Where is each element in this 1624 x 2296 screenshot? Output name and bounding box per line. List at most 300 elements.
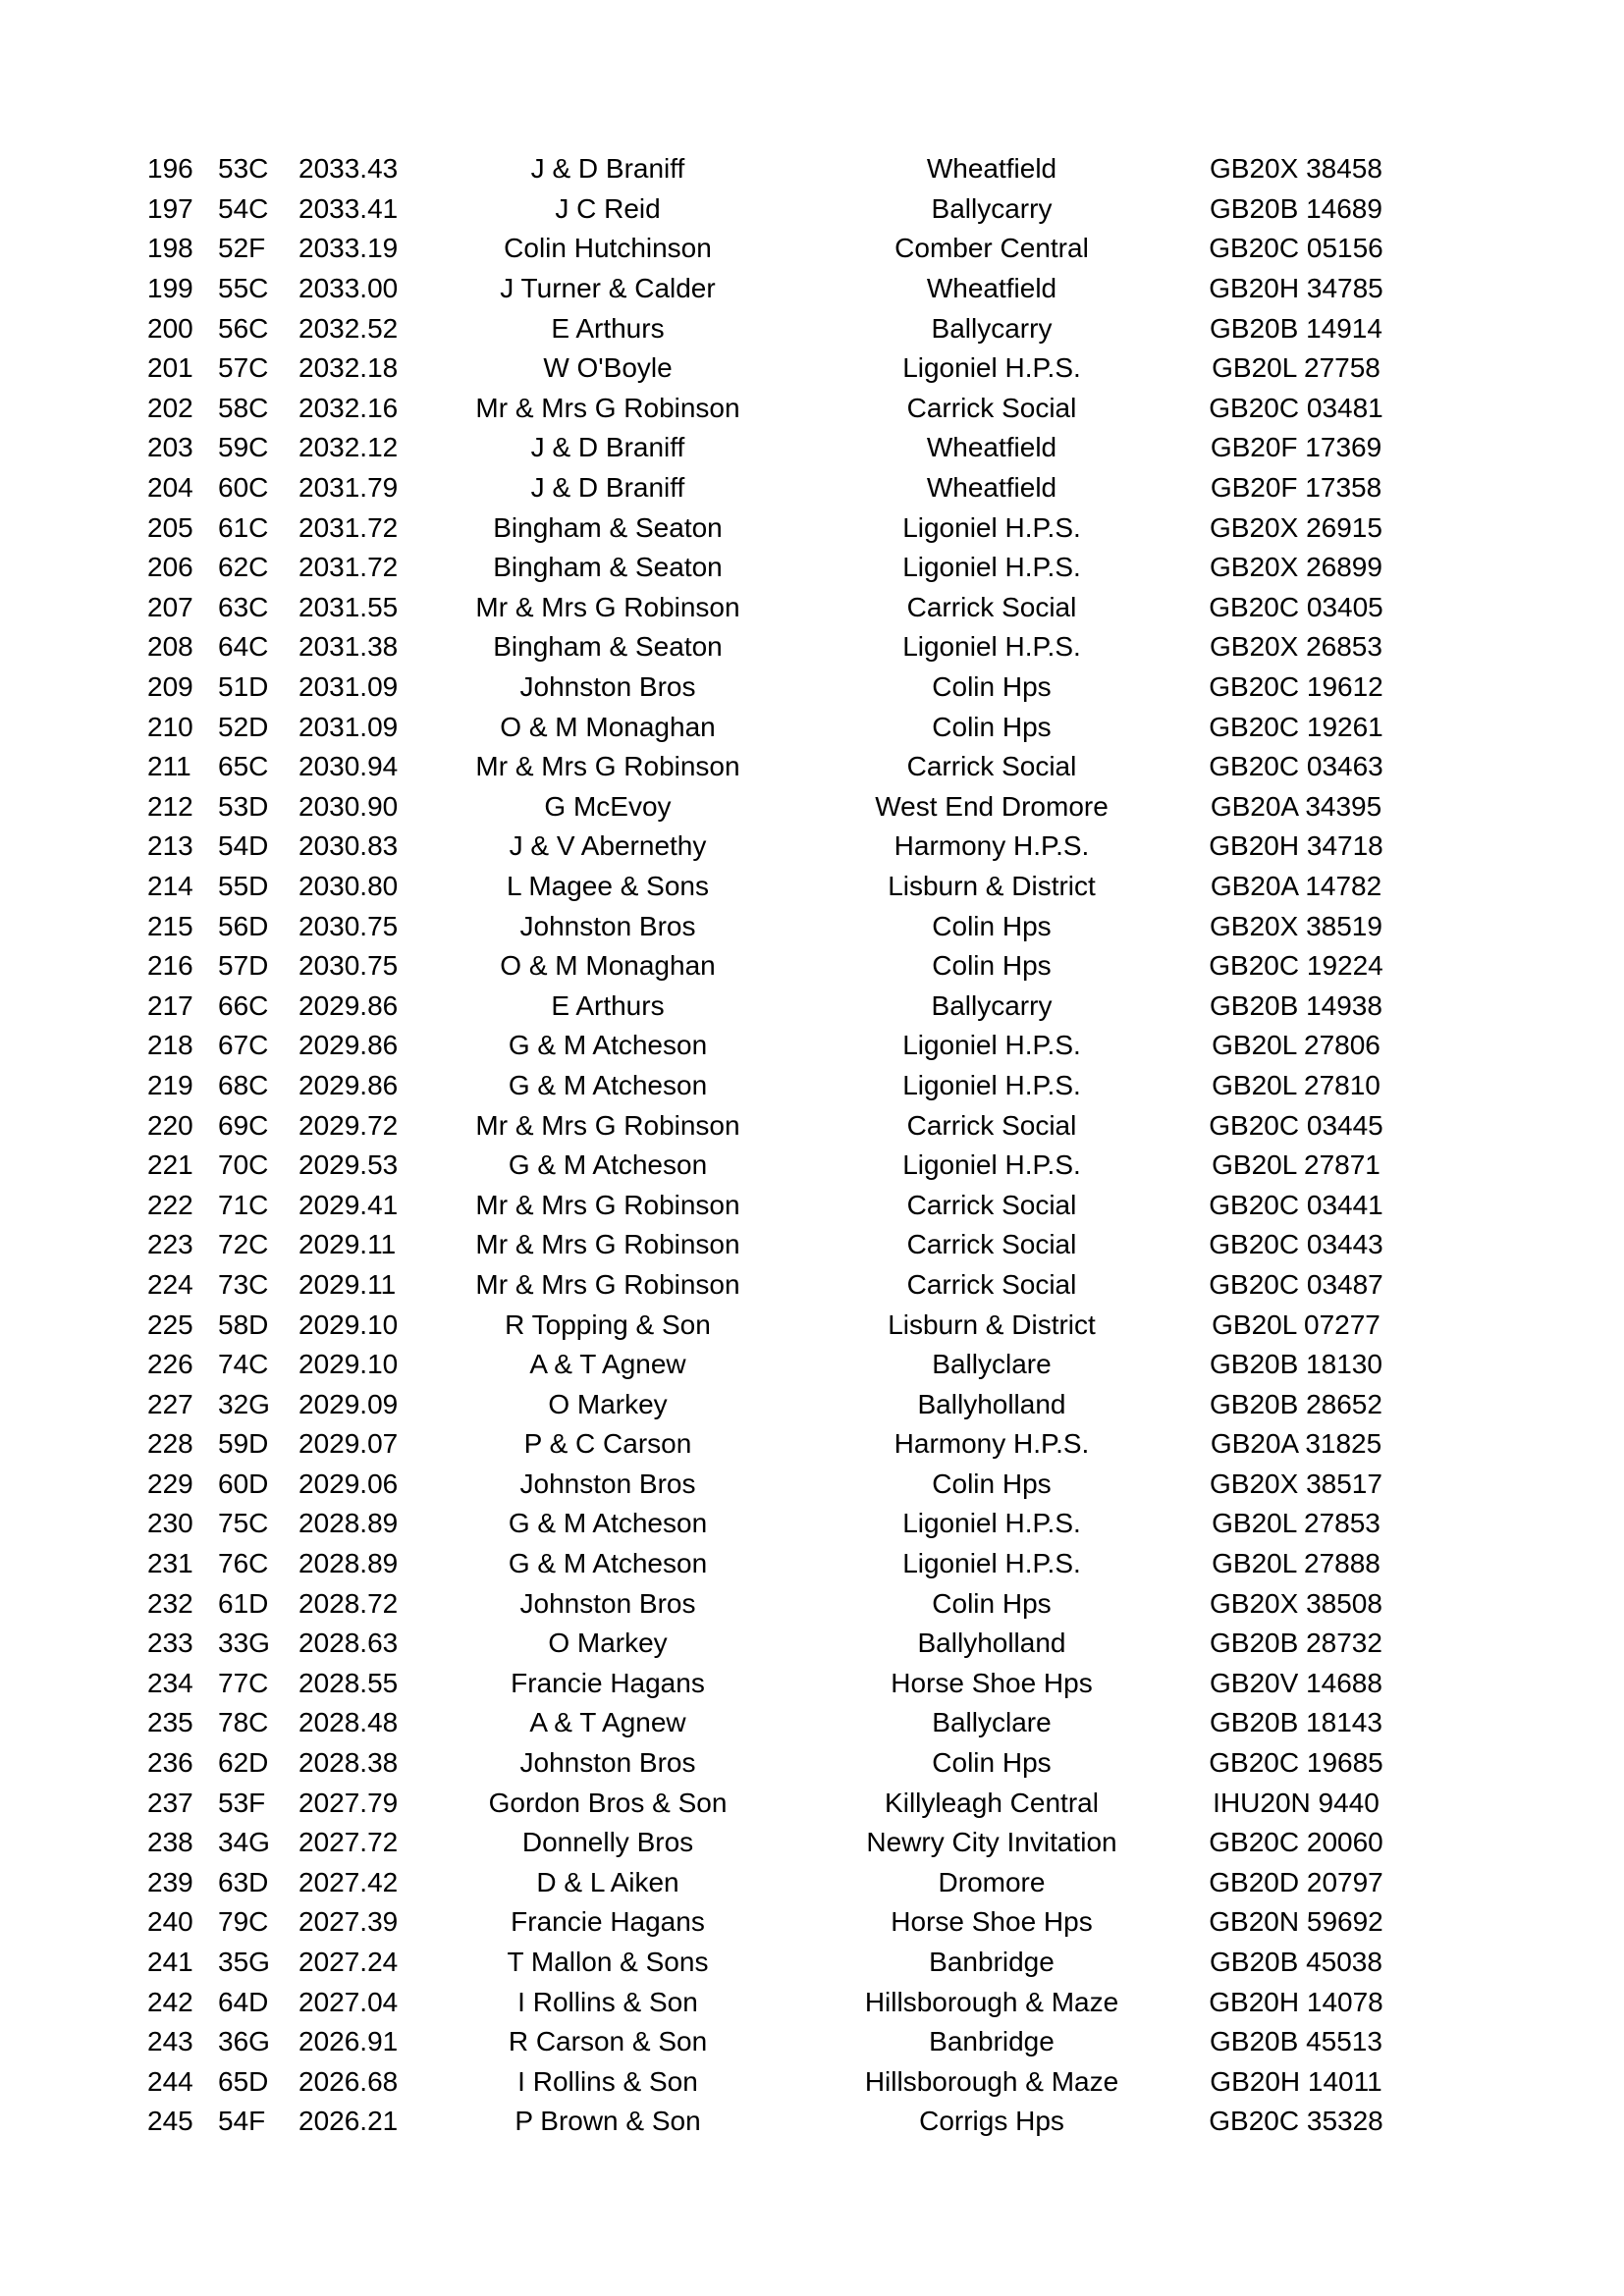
cell-score: 2033.43 [298, 153, 399, 185]
cell-code: 54C [218, 192, 269, 224]
cell-name: G & M Atcheson [508, 1149, 708, 1181]
cell-code: 73C [218, 1268, 269, 1300]
cell-score: 2029.11 [298, 1268, 397, 1300]
cell-code: 35G [218, 1947, 270, 1978]
cell-score: 2028.55 [298, 1667, 399, 1698]
cell-code: 71C [218, 1189, 269, 1220]
table-row [147, 707, 1384, 747]
cell-name: T Mallon & Sons [507, 1947, 709, 1978]
table-row [147, 627, 1384, 667]
cell-score: 2029.86 [298, 1030, 399, 1061]
cell-code: 57C [218, 352, 269, 384]
cell-ring: GB20X 38519 [1210, 910, 1382, 941]
cell-code: 34G [218, 1827, 270, 1858]
cell-position: 218 [147, 1030, 193, 1061]
cell-ring: GB20X 38458 [1210, 153, 1382, 185]
cell-name: Donnelly Bros [521, 1827, 694, 1858]
results-body [147, 149, 1384, 2142]
cell-club: Ballyclare [932, 1707, 1052, 1738]
cell-code: 58D [218, 1308, 269, 1340]
cell-position: 223 [147, 1229, 193, 1260]
cell-ring: GB20C 19224 [1209, 950, 1383, 982]
cell-position: 204 [147, 472, 193, 504]
cell-score: 2029.09 [298, 1388, 399, 1419]
cell-code: 63C [218, 591, 269, 622]
cell-ring: GB20B 45513 [1210, 2026, 1382, 2057]
cell-name: J & D Braniff [530, 472, 685, 504]
cell-position: 202 [147, 392, 193, 423]
cell-code: 62C [218, 552, 269, 583]
cell-code: 62D [218, 1747, 269, 1779]
cell-ring: GB20L 27810 [1212, 1069, 1380, 1100]
cell-name: P Brown & Son [514, 2106, 701, 2137]
cell-name: O & M Monaghan [500, 950, 716, 982]
cell-club: Ballyholland [917, 1628, 1066, 1659]
cell-position: 197 [147, 192, 193, 224]
cell-score: 2026.91 [298, 2026, 399, 2057]
table-row [147, 1703, 1384, 1743]
cell-ring: GB20C 19685 [1209, 1747, 1383, 1779]
cell-club: Carrick Social [906, 1268, 1077, 1300]
cell-name: G & M Atcheson [508, 1508, 708, 1539]
table-row [147, 189, 1384, 230]
cell-name: J & D Braniff [530, 432, 685, 463]
table-row [147, 986, 1384, 1026]
cell-score: 2029.86 [298, 1069, 399, 1100]
cell-club: Ligoniel H.P.S. [902, 1030, 1081, 1061]
cell-score: 2027.04 [298, 1986, 399, 2017]
cell-name: D & L Aiken [536, 1866, 679, 1897]
cell-position: 229 [147, 1468, 193, 1499]
cell-name: O Markey [548, 1388, 668, 1419]
cell-position: 211 [147, 751, 191, 782]
cell-club: Wheatfield [926, 432, 1057, 463]
cell-club: Horse Shoe Hps [891, 1906, 1093, 1938]
cell-name: J C Reid [555, 192, 661, 224]
cell-ring: IHU20N 9440 [1213, 1787, 1380, 1818]
table-row [147, 1265, 1384, 1306]
cell-code: 72C [218, 1229, 269, 1260]
cell-position: 225 [147, 1308, 193, 1340]
table-row [147, 428, 1384, 468]
table-row [147, 747, 1384, 787]
cell-code: 56D [218, 910, 269, 941]
cell-name: Bingham & Seaton [493, 552, 723, 583]
cell-ring: GB20C 03441 [1209, 1189, 1383, 1220]
table-row [147, 1982, 1384, 2022]
table-row [147, 1146, 1384, 1186]
table-row [147, 1823, 1384, 1863]
cell-position: 200 [147, 312, 193, 344]
cell-score: 2031.09 [298, 711, 399, 742]
cell-score: 2027.79 [298, 1787, 399, 1818]
cell-score: 2028.48 [298, 1707, 399, 1738]
cell-position: 220 [147, 1109, 193, 1141]
cell-club: Carrick Social [906, 591, 1077, 622]
cell-ring: GB20L 07277 [1212, 1308, 1380, 1340]
cell-name: I Rollins & Son [517, 1986, 698, 2017]
cell-score: 2029.10 [298, 1308, 399, 1340]
table-row [147, 548, 1384, 588]
cell-code: 64D [218, 1986, 269, 2017]
cell-position: 196 [147, 153, 193, 185]
cell-club: Hillsborough & Maze [864, 2065, 1119, 2097]
cell-name: A & T Agnew [529, 1707, 686, 1738]
cell-code: 59C [218, 432, 269, 463]
table-row [147, 1504, 1384, 1544]
table-row [147, 308, 1384, 348]
cell-club: Carrick Social [906, 1189, 1077, 1220]
table-row [147, 2102, 1384, 2142]
cell-club: West End Dromore [875, 790, 1109, 822]
cell-name: Francie Hagans [511, 1906, 705, 1938]
table-row [147, 1424, 1384, 1465]
cell-club: Newry City Invitation [866, 1827, 1117, 1858]
cell-name: I Rollins & Son [517, 2065, 698, 2097]
cell-position: 241 [147, 1947, 193, 1978]
cell-ring: GB20L 27888 [1212, 1548, 1380, 1579]
cell-position: 213 [147, 830, 193, 862]
cell-ring: GB20C 03405 [1209, 591, 1383, 622]
cell-ring: GB20B 18130 [1210, 1349, 1382, 1380]
cell-score: 2031.72 [298, 552, 399, 583]
cell-score: 2027.24 [298, 1947, 399, 1978]
cell-position: 217 [147, 989, 193, 1021]
cell-code: 66C [218, 989, 269, 1021]
cell-code: 58C [218, 392, 269, 423]
cell-name: G & M Atcheson [508, 1030, 708, 1061]
cell-position: 208 [147, 631, 193, 663]
cell-position: 207 [147, 591, 193, 622]
table-row [147, 588, 1384, 628]
cell-name: L Magee & Sons [507, 870, 709, 901]
cell-club: Ballycarry [931, 192, 1053, 224]
cell-name: Johnston Bros [519, 910, 696, 941]
cell-ring: GB20H 14078 [1209, 1986, 1383, 2017]
cell-club: Ligoniel H.P.S. [902, 352, 1081, 384]
cell-ring: GB20H 14011 [1210, 2065, 1382, 2097]
table-row [147, 269, 1384, 309]
cell-code: 61D [218, 1587, 269, 1619]
cell-score: 2030.90 [298, 790, 399, 822]
cell-club: Hillsborough & Maze [864, 1986, 1119, 2017]
cell-club: Corrigs Hps [919, 2106, 1064, 2137]
cell-name: Francie Hagans [511, 1667, 705, 1698]
cell-ring: GB20C 03463 [1209, 751, 1383, 782]
cell-ring: GB20H 34785 [1209, 273, 1383, 304]
cell-code: 64C [218, 631, 269, 663]
cell-ring: GB20C 05156 [1209, 233, 1383, 264]
cell-code: 57D [218, 950, 269, 982]
cell-code: 54D [218, 830, 269, 862]
cell-score: 2029.10 [298, 1349, 399, 1380]
cell-club: Ballycarry [931, 989, 1053, 1021]
cell-position: 206 [147, 552, 193, 583]
cell-ring: GB20C 03445 [1209, 1109, 1383, 1141]
cell-code: 78C [218, 1707, 269, 1738]
cell-ring: GB20B 28652 [1210, 1388, 1382, 1419]
cell-name: Johnston Bros [519, 671, 696, 703]
cell-club: Carrick Social [906, 751, 1077, 782]
cell-name: J Turner & Calder [500, 273, 716, 304]
cell-ring: GB20C 03487 [1209, 1268, 1383, 1300]
cell-position: 209 [147, 671, 193, 703]
cell-ring: GB20H 34718 [1209, 830, 1383, 862]
cell-code: 53F [218, 1787, 266, 1818]
cell-name: E Arthurs [551, 989, 665, 1021]
cell-score: 2032.52 [298, 312, 399, 344]
table-row [147, 1384, 1384, 1424]
cell-club: Ligoniel H.P.S. [902, 552, 1081, 583]
cell-position: 227 [147, 1388, 193, 1419]
cell-code: 67C [218, 1030, 269, 1061]
cell-name: Johnston Bros [519, 1747, 696, 1779]
cell-score: 2029.72 [298, 1109, 399, 1141]
table-row [147, 827, 1384, 867]
cell-code: 54F [218, 2106, 266, 2137]
cell-name: Mr & Mrs G Robinson [475, 1189, 740, 1220]
cell-name: Mr & Mrs G Robinson [475, 751, 740, 782]
cell-score: 2027.42 [298, 1866, 399, 1897]
cell-code: 65C [218, 751, 269, 782]
cell-position: 221 [147, 1149, 193, 1181]
cell-club: Ligoniel H.P.S. [902, 1548, 1081, 1579]
cell-name: P & C Carson [523, 1428, 692, 1460]
cell-ring: GB20A 31825 [1210, 1428, 1382, 1460]
cell-ring: GB20L 27871 [1212, 1149, 1380, 1181]
cell-club: Harmony H.P.S. [893, 830, 1090, 862]
cell-club: Wheatfield [926, 153, 1057, 185]
cell-club: Colin Hps [932, 910, 1052, 941]
cell-ring: GB20A 14782 [1210, 870, 1382, 901]
table-row [147, 348, 1384, 389]
table-row [147, 2062, 1384, 2103]
cell-position: 236 [147, 1747, 193, 1779]
cell-position: 244 [147, 2065, 193, 2097]
cell-score: 2031.72 [298, 511, 399, 543]
cell-name: J & V Abernethy [509, 830, 707, 862]
cell-club: Ballyclare [932, 1349, 1052, 1380]
cell-code: 76C [218, 1548, 269, 1579]
cell-code: 33G [218, 1628, 270, 1659]
cell-ring: GB20C 19612 [1209, 671, 1383, 703]
cell-ring: GB20L 27758 [1212, 352, 1380, 384]
cell-code: 69C [218, 1109, 269, 1141]
cell-score: 2030.75 [298, 910, 399, 941]
cell-club: Banbridge [929, 1947, 1055, 1978]
cell-ring: GB20A 34395 [1210, 790, 1382, 822]
cell-code: 74C [218, 1349, 269, 1380]
cell-position: 201 [147, 352, 193, 384]
cell-club: Horse Shoe Hps [891, 1667, 1093, 1698]
cell-name: G & M Atcheson [508, 1548, 708, 1579]
cell-club: Lisburn & District [888, 870, 1096, 901]
table-row [147, 1902, 1384, 1943]
cell-position: 198 [147, 233, 193, 264]
cell-name: Mr & Mrs G Robinson [475, 1109, 740, 1141]
cell-code: 36G [218, 2026, 270, 2057]
cell-ring: GB20X 26899 [1210, 552, 1382, 583]
table-row [147, 946, 1384, 987]
cell-position: 219 [147, 1069, 193, 1100]
results-table [147, 149, 1384, 2142]
cell-code: 77C [218, 1667, 269, 1698]
cell-club: Harmony H.P.S. [893, 1428, 1090, 1460]
cell-ring: GB20B 45038 [1210, 1947, 1382, 1978]
table-row [147, 787, 1384, 828]
table-row [147, 1026, 1384, 1066]
table-row [147, 389, 1384, 429]
table-row [147, 1105, 1384, 1146]
table-row [147, 1783, 1384, 1823]
cell-name: Gordon Bros & Son [488, 1787, 728, 1818]
cell-club: Ligoniel H.P.S. [902, 511, 1081, 543]
cell-score: 2030.94 [298, 751, 399, 782]
cell-ring: GB20F 17369 [1210, 432, 1382, 463]
cell-position: 222 [147, 1189, 193, 1220]
table-row [147, 1225, 1384, 1265]
cell-code: 51D [218, 671, 269, 703]
cell-score: 2027.72 [298, 1827, 399, 1858]
cell-ring: GB20D 20797 [1209, 1866, 1383, 1897]
cell-position: 199 [147, 273, 193, 304]
cell-club: Wheatfield [926, 273, 1057, 304]
cell-name: E Arthurs [551, 312, 665, 344]
cell-code: 75C [218, 1508, 269, 1539]
cell-score: 2026.68 [298, 2065, 399, 2097]
cell-ring: GB20V 14688 [1210, 1667, 1382, 1698]
cell-ring: GB20X 26853 [1210, 631, 1382, 663]
cell-position: 205 [147, 511, 193, 543]
cell-score: 2031.79 [298, 472, 399, 504]
table-row [147, 2022, 1384, 2062]
cell-ring: GB20X 38508 [1210, 1587, 1382, 1619]
cell-ring: GB20X 38517 [1210, 1468, 1382, 1499]
cell-score: 2027.39 [298, 1906, 399, 1938]
cell-score: 2028.89 [298, 1548, 399, 1579]
cell-score: 2029.41 [298, 1189, 399, 1220]
cell-code: 60D [218, 1468, 269, 1499]
cell-score: 2028.89 [298, 1508, 399, 1539]
cell-position: 232 [147, 1587, 193, 1619]
cell-name: Johnston Bros [519, 1587, 696, 1619]
table-row [147, 1624, 1384, 1664]
cell-code: 52D [218, 711, 269, 742]
cell-score: 2026.21 [298, 2106, 399, 2137]
cell-club: Ligoniel H.P.S. [902, 631, 1081, 663]
cell-score: 2031.09 [298, 671, 399, 703]
cell-ring: GB20N 59692 [1209, 1906, 1383, 1938]
cell-club: Dromore [938, 1866, 1046, 1897]
table-row [147, 1664, 1384, 1704]
cell-ring: GB20L 27806 [1212, 1030, 1380, 1061]
cell-score: 2033.19 [298, 233, 399, 264]
cell-ring: GB20B 28732 [1210, 1628, 1382, 1659]
cell-score: 2029.86 [298, 989, 399, 1021]
cell-position: 235 [147, 1707, 193, 1738]
cell-club: Colin Hps [932, 1747, 1052, 1779]
cell-position: 228 [147, 1428, 193, 1460]
table-row [147, 1185, 1384, 1225]
cell-position: 215 [147, 910, 193, 941]
cell-position: 210 [147, 711, 193, 742]
cell-position: 238 [147, 1827, 193, 1858]
cell-score: 2028.63 [298, 1628, 399, 1659]
cell-ring: GB20C 19261 [1209, 711, 1383, 742]
cell-name: Mr & Mrs G Robinson [475, 392, 740, 423]
cell-name: R Topping & Son [505, 1308, 711, 1340]
cell-code: 32G [218, 1388, 270, 1419]
cell-club: Banbridge [929, 2026, 1055, 2057]
cell-name: G McEvoy [544, 790, 672, 822]
cell-score: 2030.75 [298, 950, 399, 982]
cell-name: O & M Monaghan [500, 711, 716, 742]
cell-position: 230 [147, 1508, 193, 1539]
cell-code: 53C [218, 153, 269, 185]
table-row [147, 1465, 1384, 1505]
cell-code: 63D [218, 1866, 269, 1897]
cell-name: Colin Hutchinson [504, 233, 712, 264]
cell-score: 2028.38 [298, 1747, 399, 1779]
table-row [147, 149, 1384, 189]
cell-name: Mr & Mrs G Robinson [475, 1229, 740, 1260]
cell-ring: GB20C 20060 [1209, 1827, 1383, 1858]
cell-club: Colin Hps [932, 1468, 1052, 1499]
cell-score: 2033.00 [298, 273, 399, 304]
table-row [147, 507, 1384, 548]
cell-club: Killyleagh Central [885, 1787, 1099, 1818]
cell-position: 237 [147, 1787, 193, 1818]
table-row [147, 867, 1384, 907]
cell-club: Ligoniel H.P.S. [902, 1149, 1081, 1181]
cell-score: 2029.11 [298, 1229, 397, 1260]
cell-code: 53D [218, 790, 269, 822]
cell-ring: GB20L 27853 [1212, 1508, 1380, 1539]
cell-score: 2028.72 [298, 1587, 399, 1619]
cell-position: 226 [147, 1349, 193, 1380]
cell-position: 214 [147, 870, 193, 901]
cell-name: Bingham & Seaton [493, 631, 723, 663]
cell-name: O Markey [548, 1628, 668, 1659]
table-row [147, 667, 1384, 708]
cell-score: 2033.41 [298, 192, 399, 224]
cell-name: Mr & Mrs G Robinson [475, 1268, 740, 1300]
cell-ring: GB20X 26915 [1210, 511, 1382, 543]
cell-code: 55D [218, 870, 269, 901]
cell-position: 245 [147, 2106, 193, 2137]
cell-score: 2030.80 [298, 870, 399, 901]
cell-ring: GB20C 03481 [1209, 392, 1383, 423]
cell-position: 243 [147, 2026, 193, 2057]
cell-club: Colin Hps [932, 1587, 1052, 1619]
cell-code: 56C [218, 312, 269, 344]
cell-score: 2032.18 [298, 352, 399, 384]
table-row [147, 1743, 1384, 1784]
cell-name: Mr & Mrs G Robinson [475, 591, 740, 622]
table-row [147, 229, 1384, 269]
cell-position: 224 [147, 1268, 193, 1300]
table-row [147, 1066, 1384, 1106]
cell-code: 70C [218, 1149, 269, 1181]
table-row [147, 906, 1384, 946]
cell-code: 60C [218, 472, 269, 504]
cell-score: 2032.16 [298, 392, 399, 423]
cell-position: 216 [147, 950, 193, 982]
cell-club: Ligoniel H.P.S. [902, 1508, 1081, 1539]
cell-club: Lisburn & District [888, 1308, 1096, 1340]
cell-position: 242 [147, 1986, 193, 2017]
cell-ring: GB20C 35328 [1209, 2106, 1383, 2137]
